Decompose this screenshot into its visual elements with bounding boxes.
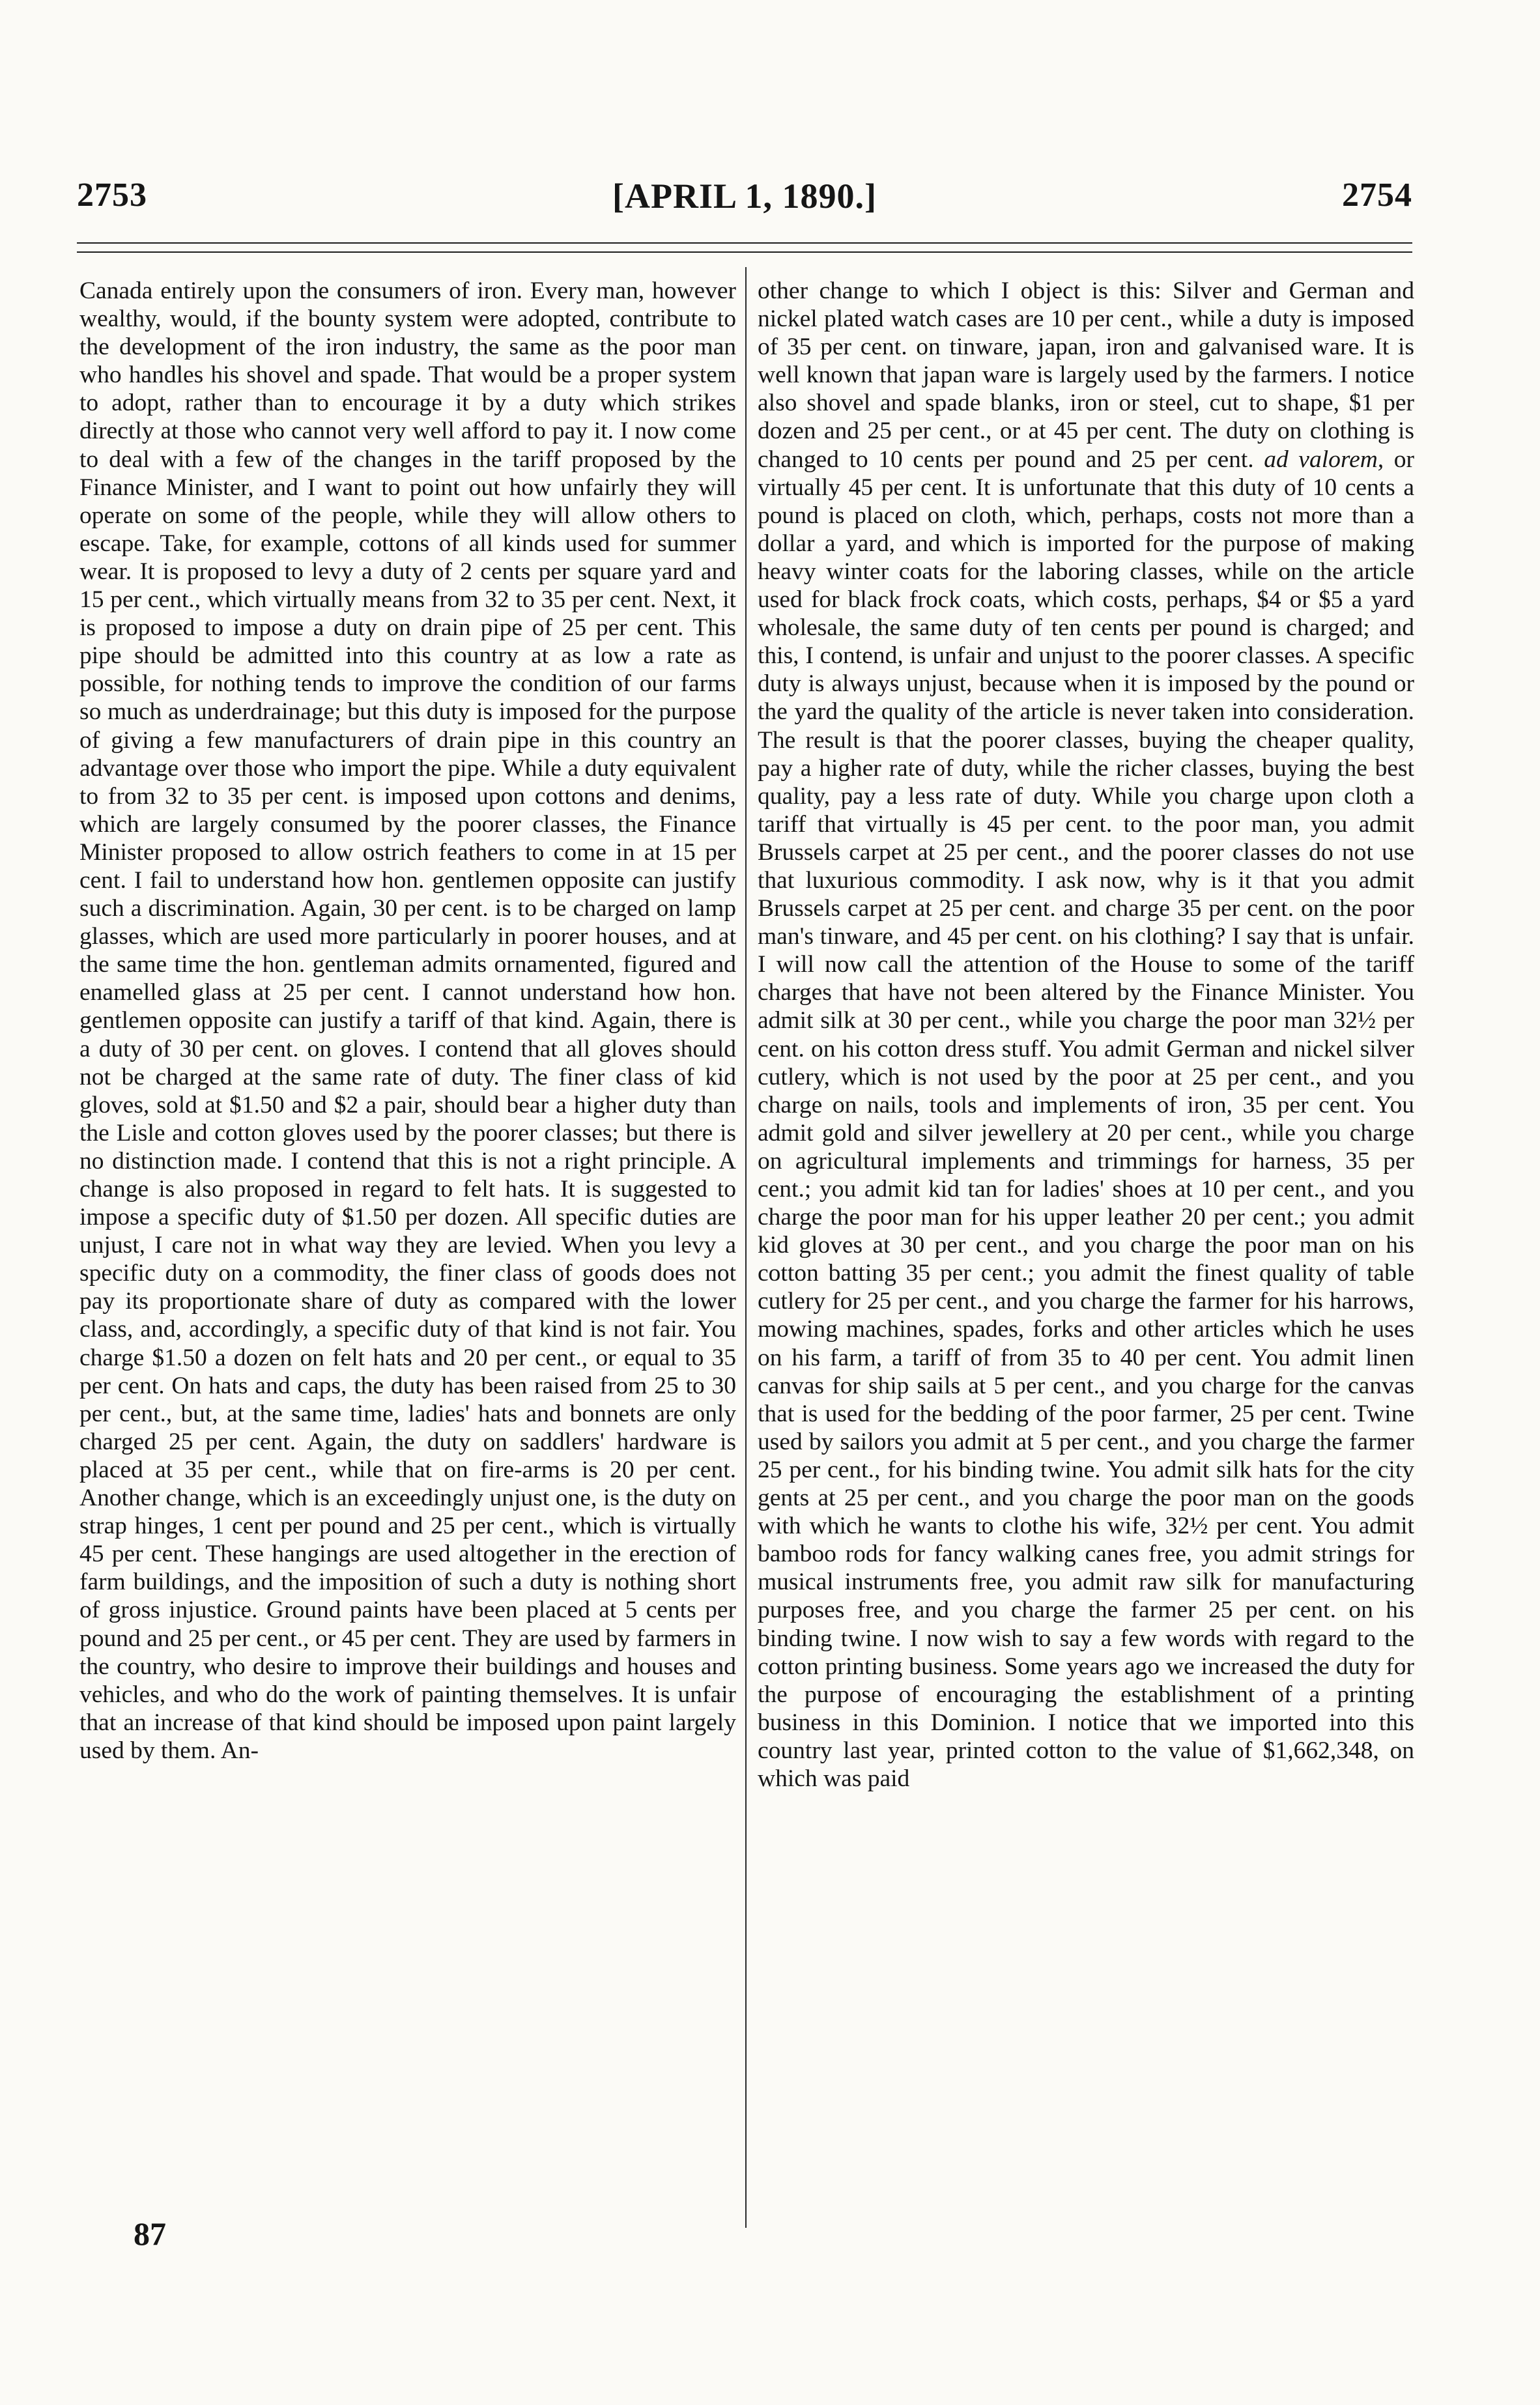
header-rule-bottom [77, 251, 1412, 253]
signature-mark: 87 [134, 2215, 166, 2252]
header-rule-top [77, 242, 1412, 244]
right-column-text-start: other change to which I object is this: Silver and German and nickel plated watch cases are 10 per cent., while a duty is imposed of 35 per cent. on tinware, japan, iron and galvanised ware. It is well known that japan ware is largely used by the farmers. I notice also shovel and spade blanks, iron or steel, cut to shape, $1 per dozen and 25 per cent., or at 45 per cent. The duty on clothing is changed to 10 cents per pound and 25 per cent. [758, 278, 1414, 473]
right-column-text-end: or virtually 45 per cent. It is unfortunate that this duty of 10 cents a pound is placed on cloth, which, perhaps, costs not more than a dollar a yard, and which is imported for the purpose of making heavy winter coats for the laboring classes, while on the article used for black frock coats, which costs, perhaps, $4 or $5 a yard wholesale, the same duty of ten cents per pound is charged; and this, I contend, is unfair and unjust to the poorer classes. A specific duty is always unjust, because when it is imposed by the pound or the yard the quality of the article is never taken into consideration. The result is that the poorer classes, buying the cheaper quality, pay a higher rate of duty, while the richer classes, buying the best quality, pay a less rate of duty. While you charge upon cloth a tariff that virtually is 45 per cent. to the poor man, you admit Brussels carpet at 25 per cent., and the poorer classes do not use that luxurious commodity. I ask now, why is it that you admit Brussels carpet at 25 per cent. and charge 35 per cent. on the poor man's tinware, and 45 per cent. on his clothing? I say that is unfair. I will now call the attention of the House to some of the tariff charges that have not been altered by the Finance Minister. You admit silk at 30 per cent., while you charge the poor man 32½ per cent. on his cotton dress stuff. You admit German and nickel silver cutlery, which is not used by the poor at 25 per cent., and you charge on nails, tools and implements of iron, 35 per cent. You admit gold and silver jewellery at 20 per cent., while you charge on agricultural implements and trimmings for harness, 35 per cent.; you admit kid tan for ladies' shoes at 10 per cent., and you charge the poor man for his upper leather 20 per cent.; you admit kid gloves at 30 per cent., and you charge the poor man on his cotton batting 35 per cent.; you admit the finest quality of table cutlery for 25 per cent., and you charge the farmer for his harrows, mowing machines, spades, forks and other articles which he uses on his farm, a tariff of from 35 to 40 per cent. You admit linen canvas for ship sails at 5 per cent., and you charge for the canvas that is used for the bedding of the poor farmer, 25 per cent. Twine used by sailors you admit at 5 per cent., and you charge the farmer 25 per cent., for his binding twine. You admit silk hats for the city gents at 25 per cent., and you charge the poor man on the goods with which he wants to clothe his wife, 32½ per cent. You admit bamboo rods for fancy walking canes free, you admit strings for musical instruments free, you admit raw silk for manufacturing purposes free, and you charge the farmer 25 per cent. on his binding twine. I now wish to say a few words with regard to the cotton printing business. Some years ago we increased the duty for the purpose of encouraging the establishment of a printing business in this Dominion. I notice that we imported into this country last year, printed cotton to the value of $1,662,348, on which was paid [758, 446, 1414, 1792]
page-date: [APRIL 1, 1890.] [612, 177, 877, 216]
left-column-text: Canada entirely upon the consumers of iron. Every man, however wealthy, would, if the bounty system were adopted, contribute to the development of the iron industry, the same as the poor man who handles his shovel and spade. That would be a proper system to adopt, rather than to encourage it by a duty which strikes directly at those who cannot very well afford to pay it. I now come to deal with a few of the changes in the tariff proposed by the Finance Minister, and I want to point out how unfairly they will operate on some of the people, while they will allow others to escape. Take, for example, cottons of all kinds used for summer wear. It is proposed to levy a duty of 2 cents per square yard and 15 per cent., which virtually means from 32 to 35 per cent. Next, it is proposed to impose a duty on drain pipe of 25 per cent. This pipe should be admitted into this country at as low a rate as possible, for nothing tends to improve the condition of our farms so much as underdrainage; but this duty is imposed for the purpose of giving a few manufacturers of drain pipe in this country an advantage over those who import the pipe. While a duty equivalent to from 32 to 35 per cent. is imposed upon cottons and denims, which are largely consumed by the poorer classes, the Finance Minister proposed to allow ostrich feathers to come in at 15 per cent. I fail to understand how hon. gentlemen opposite can justify such a discrimination. Again, 30 per cent. is to be charged on lamp glasses, which are used more particularly in poorer houses, and at the same time the hon. gentleman admits ornamented, figured and enamelled glass at 25 per cent. I cannot understand how hon. gentlemen opposite can justify a tariff of that kind. Again, there is a duty of 30 per cent. on gloves. I contend that all gloves should not be charged at the same rate of duty. The finer class of kid gloves, sold at $1.50 and $2 a pair, should bear a higher duty than the Lisle and cotton gloves used by the poorer classes; but there is no distinction made. I contend that this is not a right principle. A change is also proposed in regard to felt hats. It is suggested to impose a specific duty of $1.50 per dozen. All specific duties are unjust, I care not in what way they are levied. When you levy a specific duty on a commodity, the finer class of goods does not pay its proportionate share of duty as compared with the lower class, and, accordingly, a specific duty of that kind is not fair. You charge $1.50 a dozen on felt hats and 20 per cent., or equal to 35 per cent. On hats and caps, the duty has been raised from 25 to 30 per cent., but, at the same time, ladies' hats and bonnets are only charged 25 per cent. Again, the duty on saddlers' hardware is placed at 35 per cent., while that on fire-arms is 20 per cent. Another change, which is an exceedingly unjust one, is the duty on strap hinges, 1 cent per pound and 25 per cent., which is virtually 45 per cent. These hangings are used altogether in the erection of farm buildings, and the imposition of such a duty is nothing short of gross injustice. Ground paints have been placed at 5 cents per pound and 25 per cent., or 45 per cent. They are used by farmers in the country, who desire to improve their buildings and houses and vehicles, and who do the work of painting themselves. It is unfair that an increase of that kind should be imposed upon paint largely used by them. An- [79, 278, 736, 1764]
right-column-paragraph [758, 277, 1414, 1793]
left-column [79, 277, 736, 1765]
left-page-number: 2753 [77, 177, 147, 214]
right-column [758, 277, 1414, 1793]
right-page-number: 2754 [1342, 177, 1412, 214]
right-column-italic-phrase: ad valorem, [1264, 446, 1384, 473]
page-header [77, 176, 1412, 235]
column-divider [745, 267, 747, 2228]
